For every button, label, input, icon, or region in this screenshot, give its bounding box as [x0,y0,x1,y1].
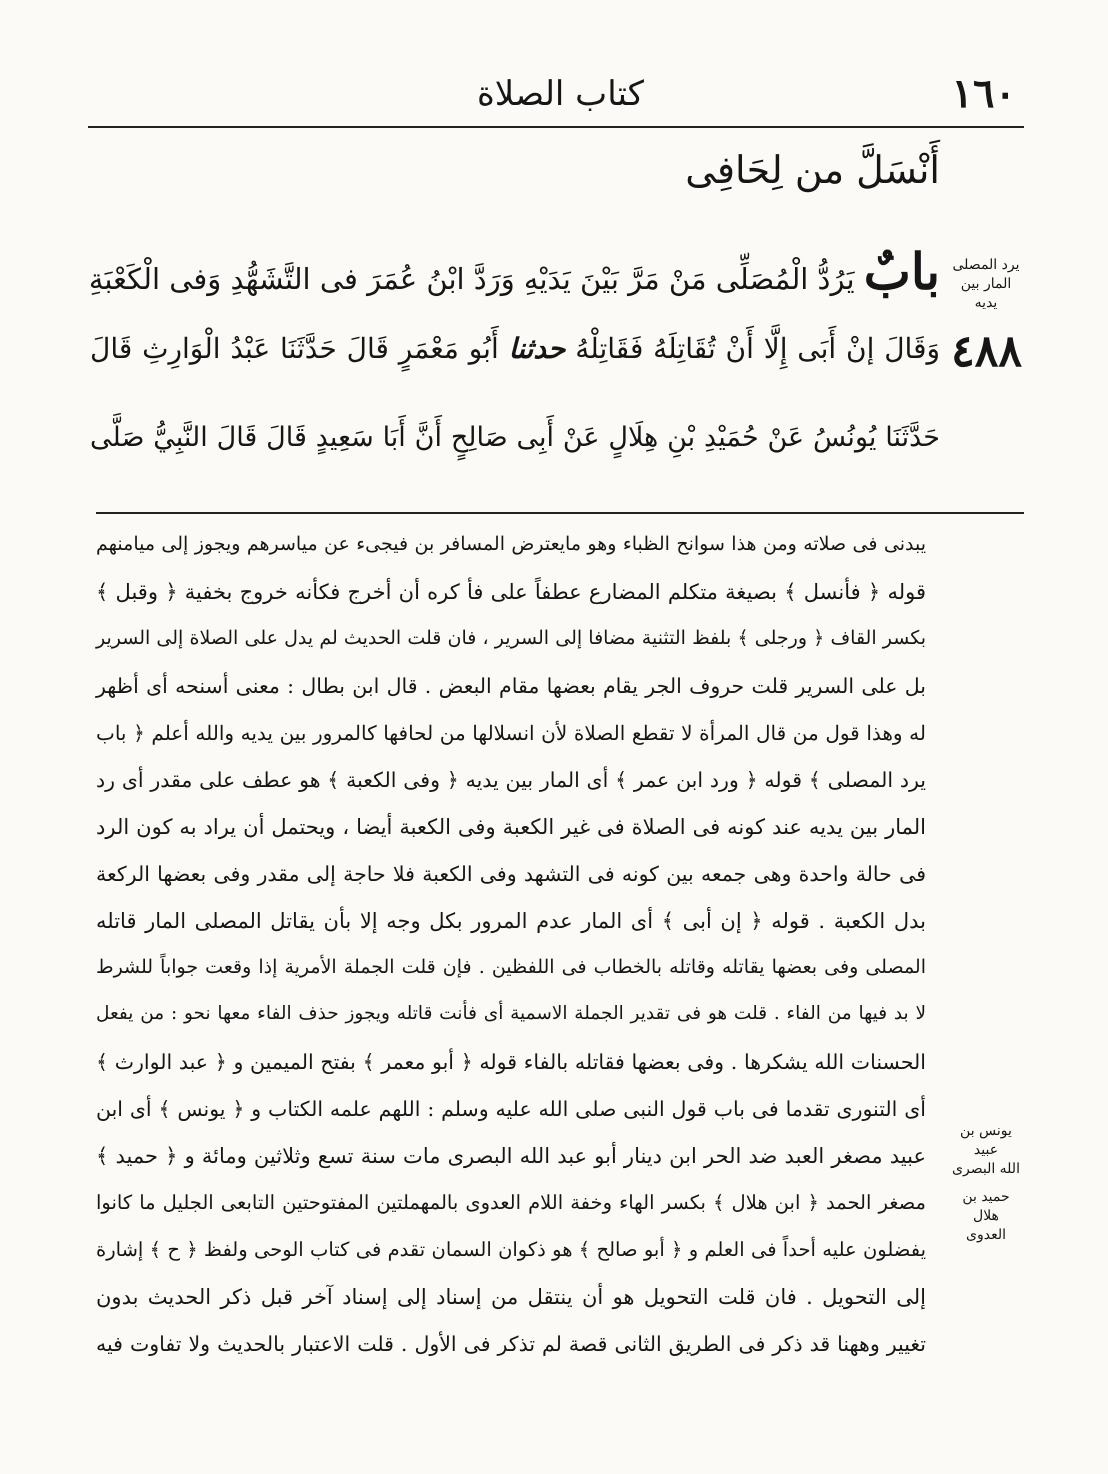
commentary-line: أى التنورى تقدما فى باب قول النبى صلى الله عليه وسلم : اللهم علمه الكتاب و ﴿ يونس ﴾ أى ابن [96,1097,926,1121]
commentary-line: يبدنى فى صلاته ومن هذا سوانح الظباء وهو مايعترض المسافر بن فيجىء عن مياسرهم ويجوز إلى ميامنهم [96,533,926,555]
margin-note-humayd [948,1188,1024,1245]
chapter-heading-bab: بابٌ [863,242,940,301]
margin-note-line: المار بين يديه [960,276,1012,311]
commentary-divider [96,512,1024,514]
margin-note-line: الله البصرى [952,1161,1020,1177]
commentary-line: بدل الكعبة . قوله ﴿ إن أبى ﴾ أى المار عدم المرور بكل وجه إلا بأن يقاتل المصلى المار قاتله [96,909,926,933]
commentary-line: تغيير وههنا قد ذكر فى الطريق الثانى قصة لم تذكر فى الأول . قلت الاعتبار بالحديث ولا تفاوت فيه [96,1332,926,1356]
page-header [88,66,1024,122]
commentary-line: إلى التحويل . فان قلت التحويل هو أن ينتقل من إسناد إلى إسناد آخر قبل ذكر الحديث بدون [96,1285,926,1309]
hadith-text-end: أَبُو مَعْمَرٍ قَالَ حَدَّثَنَا عَبْدُ الْوَارِثِ قَالَ [90,332,499,365]
commentary-line: بل على السرير قلت حروف الجر يقام بعضها مقام البعض . قال ابن بطال : معنى أسنحه أى أظهر [96,674,926,698]
commentary-line: يفضلون عليه أحداً فى العلم و ﴿ أبو صالح ﴾ هو ذكوان السمان تقدم فى كتاب الوحى ولفظ ﴿ ح ﴾ إشارة [96,1238,926,1261]
commentary-line: فى حالة واحدة وهى جمعه بين كونه فى التشهد وفى الكعبة فلا حاجة إلى مقدر وفى بعضها الركعة [96,862,926,886]
commentary-line: له وهذا قول من قال المرأة لا تقطع الصلاة لأن انسلالها من لحافها كالمرور بين يديه والله أعلم ﴿ باب [96,721,926,745]
chapter-title-text: يَرُدُّ الْمُصَلِّى مَنْ مَرَّ بَيْنَ يَدَيْهِ وَرَدَّ ابْنُ عُمَرَ فى التَّشَهُّدِ وَفى الْكَعْبَةِ [88,262,855,296]
hadith-text-start: وَقَالَ إنْ أَبَى إِلَّا أَنْ تُقَاتِلَهُ فَقَاتِلْهُ [575,332,940,365]
hadith-number: ٤٨٨ [951,326,1022,377]
commentary-line: لا بد فيها من الفاء . قلت هو فى تقدير الجملة الاسمية أى فأنت قاتله ويجوز حذف الفاء معها نحو : من يفعل [96,1003,926,1024]
commentary-line: قوله ﴿ فأنسل ﴾ بصيغة متكلم المضارع عطفاً على فأ كره أن أخرج فكأنه خروج بخفية ﴿ وقبل ﴾ [96,580,926,604]
running-title: كتاب الصلاة [476,74,644,114]
commentary-line: مصغر الحمد ﴿ ابن هلال ﴾ بكسر الهاء وخفة اللام العدوى بالمهملتين المفتوحتين التابعى الجليل ما كانوا [96,1191,926,1214]
margin-note-line: حميد بن هلال [962,1189,1010,1224]
haddathana-word: حدثنا [508,332,566,365]
margin-note-line: يونس بن عبيد [960,1123,1012,1158]
commentary-line: بكسر القاف ﴿ ورجلى ﴾ بلفظ التثنية مضافا إلى السرير ، فان قلت الحديث لم يدل على الصلاة إلى السرير [96,627,926,649]
margin-note-line: العدوى [966,1227,1006,1243]
page-number: ١٦٠ [951,70,1016,117]
commentary-line: الحسنات الله يشكرها . وفى بعضها فقاتله بالفاء قوله ﴿ أبو معمر ﴾ بفتح الميمين و ﴿ عبد الوارث ﴾ [96,1050,926,1074]
main-text-line-4: حَدَّثَنَا يُونُسُ عَنْ حُمَيْدِ بْنِ هِلَالٍ عَنْ أَبِى صَالِحٍ أَنَّ أَبَا سَعِيدٍ قَالَ قَالَ النَّبِيُّ صَلَّى [90,422,940,453]
main-text-line-2 [90,242,940,301]
margin-note-line: يرد المصلى [952,257,1020,273]
main-text-line-1: أَنْسَلَّ من لِحَافِى [685,148,940,192]
margin-note-yunus [948,1122,1024,1179]
commentary-line: عبيد مصغر العبد ضد الحر ابن دينار أبو عبد الله البصرى مات سنة تسع وثلاثين ومائة و ﴿ حميد ﴾ [96,1144,926,1168]
commentary-line: المصلى وفى بعضها يقاتله وقاتله بالخطاب فى اللفظين . فإن قلت الجملة الأمرية إذا وقعت جواباً للشرط [96,956,926,978]
main-text-line-3 [90,332,940,365]
commentary-line: يرد المصلى ﴾ قوله ﴿ ورد ابن عمر ﴾ أى المار بين يديه ﴿ وفى الكعبة ﴾ هو عطف على مقدر أى رد [96,768,926,792]
commentary-line: المار بين يديه عند كونه فى الصلاة فى غير الكعبة وفى الكعبة أيضا ، ويحتمل أن يراد به كون الرد [96,815,926,839]
header-rule [88,126,1024,128]
margin-note-chapter [948,256,1024,313]
